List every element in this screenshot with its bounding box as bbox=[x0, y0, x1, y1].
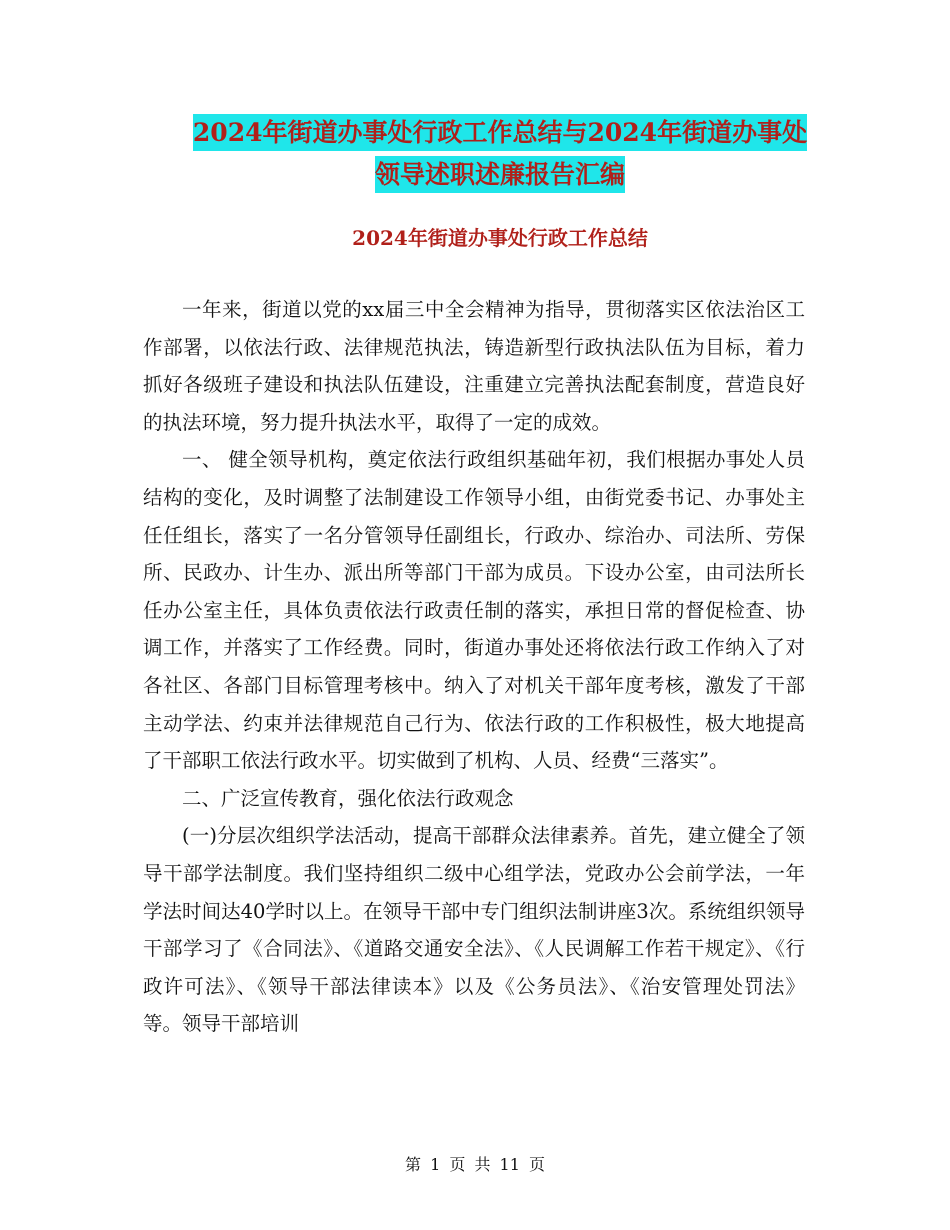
page-number-footer: 第 1 页 共 11 页 bbox=[405, 1155, 545, 1174]
paragraph: 二、广泛宣传教育，强化依法行政观念 bbox=[182, 786, 514, 810]
title-highlight: 2024年街道办事处行政工作总结与2024年街道办事处 bbox=[193, 114, 807, 151]
document-body bbox=[143, 291, 805, 1043]
document-title-line-2 bbox=[100, 150, 900, 200]
paragraph: 一年来，街道以党的xx届三中全会精神为指导，贯彻落实区依法治区工作部署，以依法行政、法律规范执法，铸造新型行政执法队伍为目标，着力抓好各级班子建设和执法队伍建设，注重建立完善执法配套制度，营造良好的执法环境，努力提升执法水平，取得了一定的成效。 bbox=[143, 298, 805, 434]
paragraph: (一)分层次组织学法活动，提高干部群众法律素养。首先，建立健全了领导干部学法制度。我们坚持组织二级中心组学法，党政办公会前学法，一年学法时间达40学时以上。在领导干部中专门组织法制讲座3次。系统组织领导干部学习了《合同法》、《道路交通安全法》、《人民调解工作若干规定》、《行政许可法》、《领导干部法律读本》以及《公务员法》、《治安管理处罚法》等。领导干部培训 bbox=[143, 824, 805, 1036]
section-title: 2024年街道办事处行政工作总结 bbox=[352, 226, 648, 250]
paragraph: 一、 健全领导机构，奠定依法行政组织基础年初，我们根据办事处人员结构的变化，及时调整了法制建设工作领导小组，由街党委书记、办事处主任任组长，落实了一名分管领导任副组长，行政办、综治办、司法所、劳保所、民政办、计生办、派出所等部门干部为成员。下设办公室，由司法所长任办公室主任，具体负责依法行政责任制的落实，承担日常的督促检查、协调工作，并落实了工作经费。同时，街道办事处还将依法行政工作纳入了对各社区、各部门目标管理考核中。纳入了对机关干部年度考核，激发了干部主动学法、约束并法律规范自己行为、依法行政的工作积极性，极大地提高了干部职工依法行政水平。切实做到了机构、人员、经费“三落实”。 bbox=[143, 448, 805, 773]
title-highlight: 领导述职述廉报告汇编 bbox=[375, 156, 625, 193]
